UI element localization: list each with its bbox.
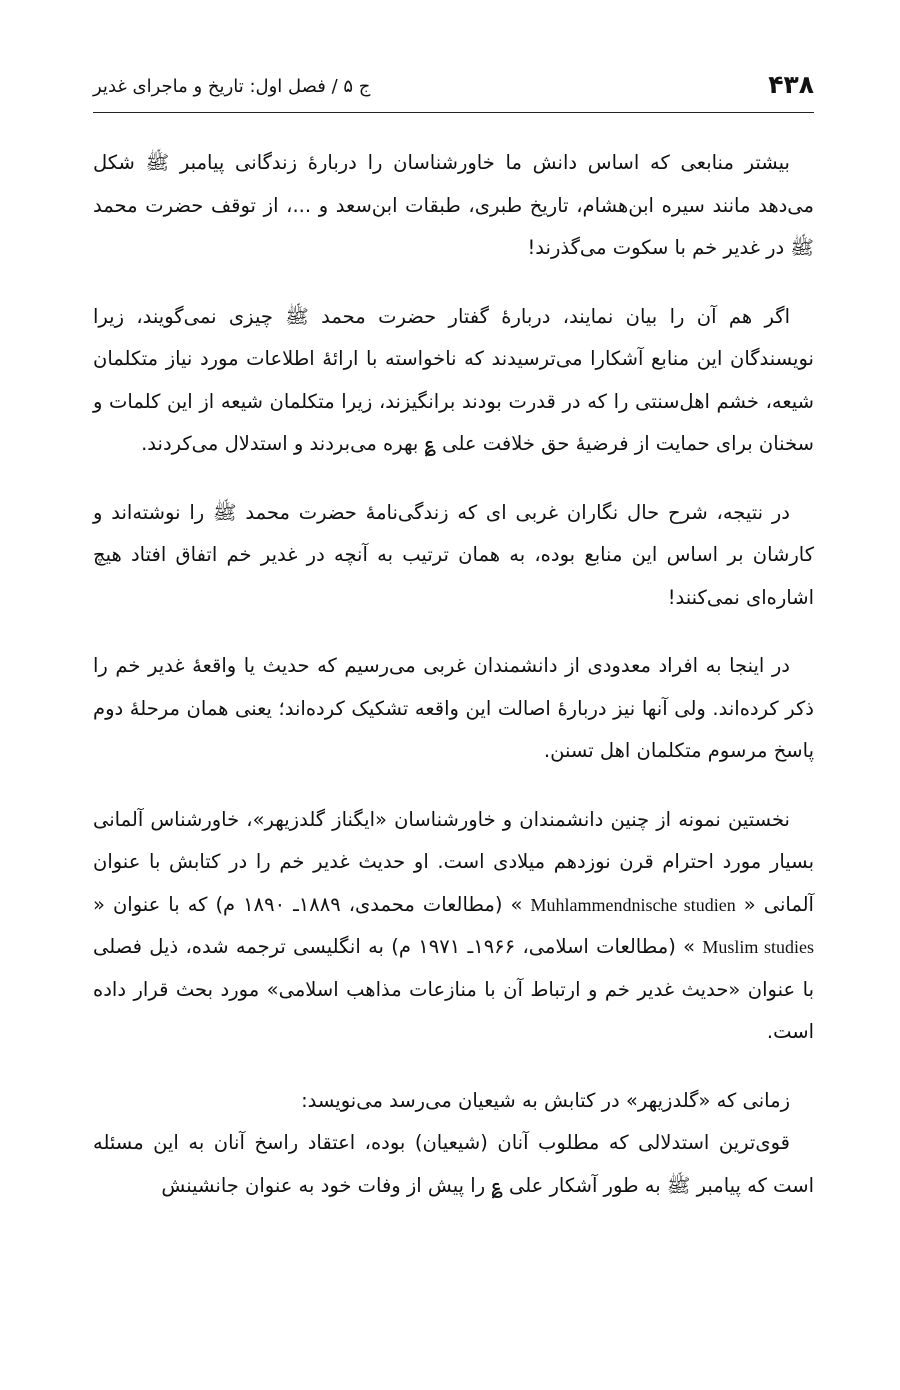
page-header	[93, 64, 814, 113]
paragraph-5-text-1: نخستین نمونه از چنین دانشمندان و خاورشناسان «ایگناز گلدزیهر»، خاورشناس آلمانی بسیار مورد احترام قرن نوزدهم میلادی است. او حدیث غدیر خم را در کتابش با عنوان آلمانی «	[93, 807, 814, 916]
paragraph-5-text-3: » (مطالعات اسلامی، ۱۹۶۶ـ ۱۹۷۱ م) به انگلیسی ترجمه شده، ذیل فصلی با عنوان «حدیث غدیر خم و ارتباط آن با منازعات مذاهب اسلامی» مورد بحث قرار داده است.	[93, 935, 814, 1043]
page-number: ۴۳۸	[768, 70, 814, 99]
paragraph-4: در اینجا به افراد معدودی از دانشمندان غربی می‌رسیم که حدیث یا واقعهٔ غدیر خم را ذکر کرده‌اند. ولی آنها نیز دربارهٔ اصالت این واقعه تشکیک کرده‌اند؛ یعنی همان مرحلهٔ دوم پاسخ مرسوم متکلمان اهل تسنن.	[93, 654, 814, 762]
quote-intro: زمانی که «گلدزیهر» در کتابش به شیعیان می‌رسد می‌نویسد:	[301, 1088, 790, 1112]
paragraph-2: اگر هم آن را بیان نمایند، دربارهٔ گفتار حضرت محمد ﷺ چیزی نمی‌گویند، زیرا نویسندگان این منابع آشکارا می‌ترسیدند که ناخواسته با ارائهٔ اطلاعات مورد نیاز متکلمان شیعه، خشم اهل‌سنتی را که در قدرت بودند برانگیزند، زیرا متکلمان شیعه از این کلمات و سخنان برای حمایت از فرضیهٔ حق خلافت علی ؏ بهره می‌بردند و استدلال می‌کردند.	[93, 304, 814, 455]
english-title: Muslim studies	[702, 937, 815, 957]
quote-text: قوی‌ترین استدلالی که مطلوب آنان (شیعیان) بوده، اعتقاد راسخ آنان به این مسئله است که پیامبر ﷺ به طور آشکار علی ؏ را پیش از وفات خود به عنوان جانشینش	[93, 1131, 814, 1197]
german-title: Muhlammendnische studien	[530, 894, 736, 915]
paragraph-1: بیشتر منابعی که اساس دانش ما خاورشناسان را دربارهٔ زندگانی پیامبر ﷺ شکل می‌دهد مانند سیره ابن‌هشام، تاریخ طبری، طبقات ابن‌سعد و ...، از توقف حضرت محمد ﷺ در غدیر خم با سکوت می‌گذرند!	[93, 151, 814, 259]
running-head: ج ۵ / فصل اول: تاریخ و ماجرای غدیر	[93, 76, 371, 97]
paragraph-5	[93, 799, 814, 1054]
paragraph-3: در نتیجه، شرح حال نگاران غربی ای که زندگی‌نامهٔ حضرت محمد ﷺ را نوشته‌اند و کارشان بر اساس این منابع بوده، به همان ترتیب به آنچه در غدیر خم اتفاق افتاد هیچ اشاره‌ای نمی‌کنند!	[93, 500, 814, 609]
page-body	[93, 142, 814, 1207]
paragraph-5-text-2: » (مطالعات محمدی، ۱۸۸۹ـ ۱۸۹۰ م) که با عنوان «	[93, 892, 531, 916]
